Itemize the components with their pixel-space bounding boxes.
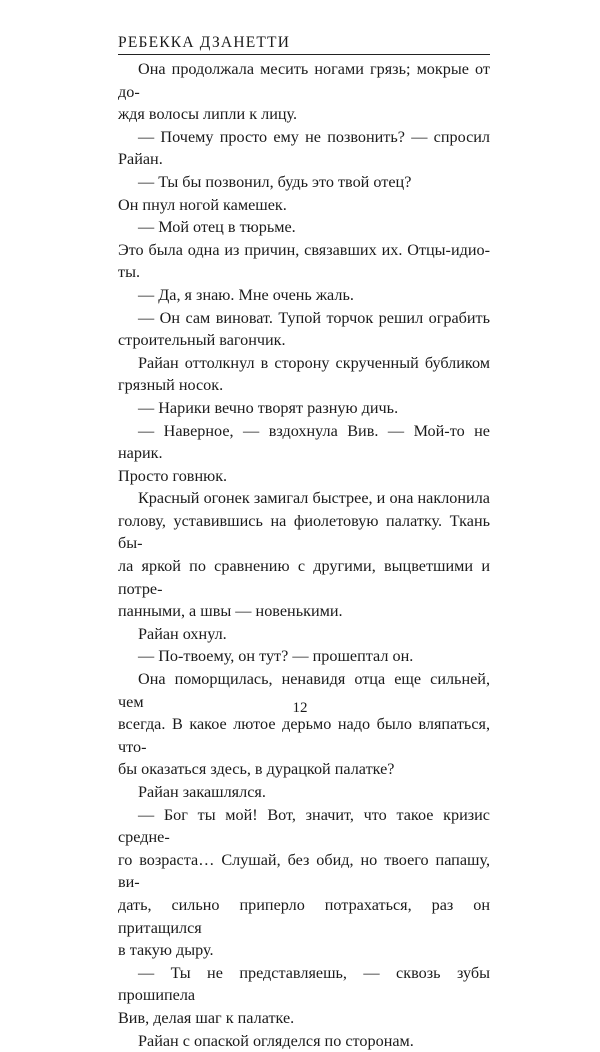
paragraph-line: — Почему просто ему не позвонить? — спросил bbox=[138, 127, 490, 146]
paragraph-line: — Да, я знаю. Мне очень жаль. bbox=[138, 285, 354, 304]
paragraph-line: — По-твоему, он тут? — прошептал он. bbox=[138, 647, 414, 666]
paragraph-line: го возраста… Слушай, без обид, но твоего папашу, ви- bbox=[118, 850, 490, 892]
paragraph-line: грязный носок. bbox=[118, 376, 224, 395]
paragraph-line: Она поморщилась, ненавидя отца еще сильней, чем bbox=[118, 670, 490, 711]
paragraph-line: — Ты бы позвонил, будь это твой отец? bbox=[138, 172, 412, 191]
running-head: РЕБЕККА ДЗАНЕТТИ bbox=[118, 34, 490, 55]
paragraph-line: Она продолжала месить ногами грязь; мокрые от до- bbox=[118, 60, 490, 101]
paragraph-line: — Он сам виноват. Тупой торчок решил ограбить bbox=[138, 308, 490, 327]
paragraph-line: панными, а швы — новенькими. bbox=[118, 602, 343, 621]
paragraph-line: — Наверное, — вздохнула Вив. — Мой-то не нарик. bbox=[118, 421, 490, 463]
paragraph-line: — Ты не представляешь, — сквозь зубы прошипела bbox=[118, 963, 490, 1005]
paragraph-line: Красный огонек замигал быстрее, и она наклонила bbox=[138, 489, 490, 508]
paragraph-line: голову, уставившись на фиолетовую палатку. Ткань бы- bbox=[118, 511, 490, 553]
paragraph-line: бы оказаться здесь, в дурацкой палатке? bbox=[118, 760, 395, 779]
paragraph-line: Райан с опаской огляделся по сторонам. bbox=[138, 1031, 414, 1050]
paragraph-line: Райан оттолкнул в сторону скрученный бубликом bbox=[138, 353, 490, 372]
paragraph-line: Райан. bbox=[118, 150, 163, 169]
paragraph-line: ла яркой по сравнению с другими, выцветшими и потре- bbox=[118, 557, 490, 598]
paragraph-line: Просто говнюк. bbox=[118, 466, 228, 485]
body-text bbox=[118, 58, 490, 1052]
page-number: 12 bbox=[292, 700, 308, 716]
paragraph-line: Райан закашлялся. bbox=[138, 783, 266, 801]
paragraph-line: — Мой отец в тюрьме. bbox=[138, 218, 296, 237]
paragraph-line: — Нарики вечно творят разную дичь. bbox=[138, 398, 399, 417]
paragraph-line: в такую дыру. bbox=[118, 941, 214, 960]
paragraph-line: ждя волосы липли к лицу. bbox=[118, 105, 298, 124]
paragraph-line: Он пнул ногой камешек. bbox=[118, 195, 287, 214]
paragraph-line: Это была одна из причин, связавших их. Отцы-идио- bbox=[118, 240, 490, 259]
paragraph-line: всегда. В какое лютое дерьмо надо было вляпаться, что- bbox=[118, 715, 490, 756]
paragraph-line: ты. bbox=[118, 263, 140, 282]
paragraph-line: дать, сильно приперло потрахаться, раз он притащился bbox=[118, 895, 490, 937]
paragraph-line: Вив, делая шаг к палатке. bbox=[118, 1008, 295, 1027]
paragraph-line: строительный вагончик. bbox=[118, 331, 286, 350]
paragraph-line: — Бог ты мой! Вот, значит, что такое кризис средне- bbox=[118, 805, 490, 847]
paragraph-line: Райан охнул. bbox=[138, 624, 227, 643]
